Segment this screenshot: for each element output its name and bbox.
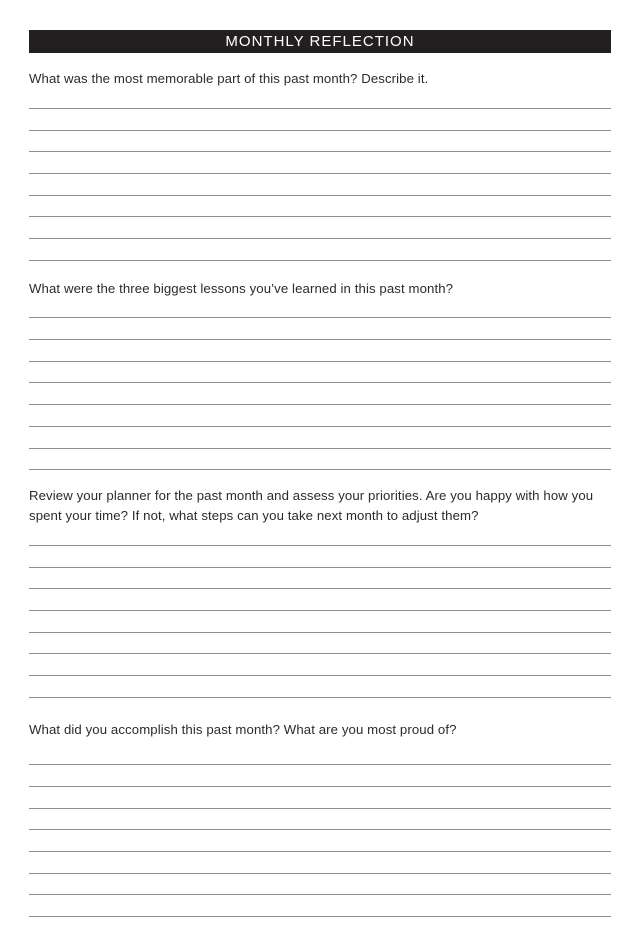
writing-line — [29, 173, 611, 174]
writing-line — [29, 894, 611, 895]
writing-line — [29, 567, 611, 568]
writing-line — [29, 216, 611, 217]
page-title: MONTHLY REFLECTION — [225, 33, 415, 50]
reflection-prompt-accomplishments: What did you accomplish this past month? What are you most proud of? — [29, 722, 457, 737]
writing-line — [29, 151, 611, 152]
writing-line — [29, 675, 611, 676]
writing-line — [29, 469, 611, 470]
writing-line — [29, 851, 611, 852]
writing-line — [29, 260, 611, 261]
writing-line — [29, 339, 611, 340]
reflection-prompt-lessons: What were the three biggest lessons you’ve learned in this past month? — [29, 281, 454, 296]
writing-line — [29, 588, 611, 589]
writing-line — [29, 916, 611, 917]
writing-line — [29, 108, 611, 109]
writing-line — [29, 317, 611, 318]
writing-line — [29, 873, 611, 874]
writing-line — [29, 130, 611, 131]
reflection-prompt-priorities: Review your planner for the past month and assess your priorities. Are you happy with how you spent your time? If not, what steps can you take next month to adjust them? — [29, 488, 594, 523]
writing-line — [29, 195, 611, 196]
writing-line — [29, 382, 611, 383]
writing-line — [29, 829, 611, 830]
writing-line — [29, 632, 611, 633]
writing-line — [29, 448, 611, 449]
writing-line — [29, 238, 611, 239]
writing-line — [29, 404, 611, 405]
writing-line — [29, 545, 611, 546]
writing-line — [29, 786, 611, 787]
writing-line — [29, 653, 611, 654]
writing-line — [29, 697, 611, 698]
writing-line — [29, 610, 611, 611]
writing-line — [29, 764, 611, 765]
page-title-banner — [29, 30, 611, 53]
reflection-prompt-memorable: What was the most memorable part of this past month? Describe it. — [29, 71, 429, 86]
writing-line — [29, 361, 611, 362]
writing-line — [29, 808, 611, 809]
writing-line — [29, 426, 611, 427]
